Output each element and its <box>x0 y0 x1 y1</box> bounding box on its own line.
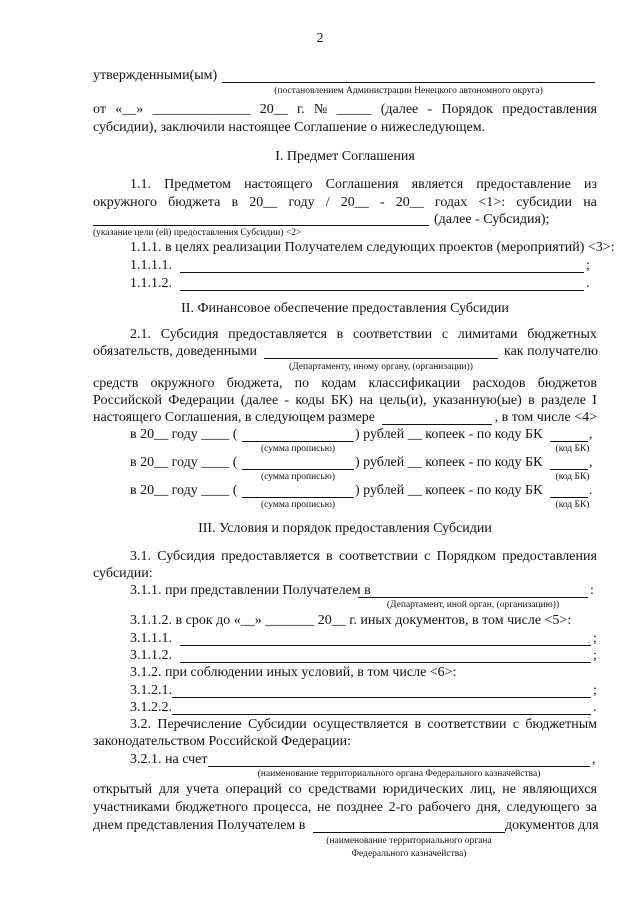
treasury-caption-1: (наименование территориального органа <box>326 836 492 846</box>
section1-p1-line1: 1.1. Предметом настоящего Соглашения является предоставление из <box>130 177 597 192</box>
subsidy-purpose-caption: (указание цели (ей) предоставления Субсидии) <2> <box>93 228 302 238</box>
section3-p321-line4-end: документов для <box>505 818 599 833</box>
section2-p21-line5-end: , в том числе <4> <box>494 410 597 425</box>
project-2-blank <box>180 290 584 291</box>
section1-p1111: 1.1.1.1. <box>130 258 172 273</box>
department-caption: (Департаменту, иному органу, (организации)) <box>289 362 473 372</box>
semicolon-1: ; <box>586 258 590 273</box>
section3-p321-line3: участниками бюджетного процесса, не позднее 2-го рабочего дня, следующего за <box>93 800 597 815</box>
approved-blank <box>222 82 595 83</box>
section3-p321-line2: открытый для учета операций со средствами юридических лиц, не являющихся <box>93 782 597 797</box>
amount-blank <box>382 424 492 425</box>
page-number: 2 <box>316 31 324 46</box>
section1-p111: 1.1.1. в целях реализации Получателем следующих проектов (мероприятий) <3>: <box>130 240 615 255</box>
section2-p21-line5-start: настоящего Соглашения, в следующем размере <box>93 410 376 425</box>
section1-p1-line2: окружного бюджета в 20__ году / 20__ - 20__ годах <1>: субсидии на <box>93 195 597 210</box>
treasury-blank <box>313 832 505 833</box>
section2-p21-line4: Российской Федерации (далее - коды БК) на цель(и), указанную(ые) в разделе I <box>93 393 597 408</box>
document-2-blank <box>180 662 591 663</box>
section3-p32-line2: законодательством Российской Федерации: <box>93 734 352 749</box>
section3-title: III. Условия и порядок предоставления Субсидии <box>198 521 492 536</box>
condition-2-blank <box>172 714 591 715</box>
section3-p321: 3.2.1. на счет <box>130 752 208 767</box>
intro-line3: субсидии), заключили настоящее Соглашение о нижеследующем. <box>93 120 486 135</box>
section3-p31122: 3.1.1.2. <box>130 648 172 663</box>
document-1-blank <box>180 645 591 646</box>
section3-p3122: 3.1.2.2. <box>130 700 172 715</box>
section3-p32-line1: 3.2. Перечисление Субсидии осуществляется в соответствии с бюджетным <box>130 717 597 732</box>
section3-p31-line2: субсидии: <box>93 566 153 581</box>
account-caption: (наименование территориального органа Федерального казначейства) <box>257 769 541 779</box>
section1-p1-line3-end: (далее - Субсидия); <box>434 212 550 227</box>
section3-p312: 3.1.2. при соблюдении иных условий, в том числе <6>: <box>130 665 457 680</box>
account-blank <box>208 766 590 767</box>
department-2-caption: (Департамент, иной орган, (организацию)) <box>386 600 560 610</box>
department-2-blank <box>358 597 588 598</box>
section1-p1112: 1.1.1.2. <box>130 276 172 291</box>
condition-1-blank <box>172 697 591 698</box>
section3-p311: 3.1.1. при представлении Получателем в <box>130 583 371 598</box>
section2-title: II. Финансовое обеспечение предоставления Субсидии <box>181 301 509 316</box>
section3-p31-line1: 3.1. Субсидия предоставляется в соответствии с Порядком предоставления <box>130 549 597 564</box>
section3-p3121: 3.1.2.1. <box>130 683 172 698</box>
department-blank <box>264 358 498 359</box>
section1-title: I. Предмет Соглашения <box>275 149 415 164</box>
approved-caption: (постановлением Администрации Ненецкого автономного округа) <box>274 86 543 96</box>
section2-p21-line2-start: обязательств, доведенными <box>93 344 258 359</box>
project-1-blank <box>180 272 584 273</box>
section2-p21-line2-end: как получателю <box>504 344 599 359</box>
section3-p31121: 3.1.1.1. <box>130 631 172 646</box>
section2-p21-line3: средств окружного бюджета, по кодам классификации расходов бюджетов <box>93 376 597 391</box>
treasury-caption-2: Федерального казначейства) <box>351 849 467 859</box>
intro-from-line: от «__» ______________ 20__ г. № _____ (далее - Порядок предоставления <box>93 102 597 117</box>
section3-p3112: 3.1.1.2. в срок до «__» _______ 20__ г. иных документов, в том числе <5>: <box>130 613 572 628</box>
section2-p21-line1: 2.1. Субсидия предоставляется в соответствии с лимитами бюджетных <box>130 327 597 342</box>
period-1: . <box>586 276 590 291</box>
subsidy-purpose-blank <box>93 225 429 226</box>
section3-p321-line4-start: днем представления Получателем в <box>93 818 306 833</box>
approved-label: утвержденными(ым) <box>93 68 218 83</box>
